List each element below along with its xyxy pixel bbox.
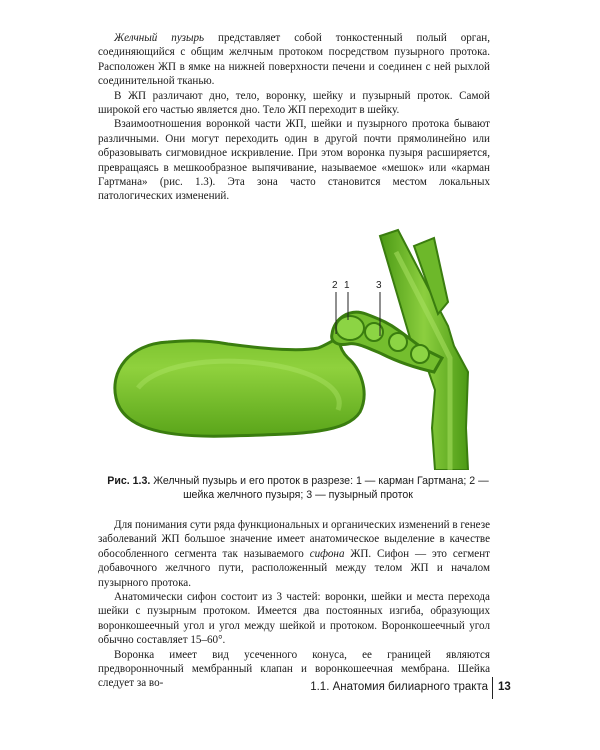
term-siphon: сифона — [309, 547, 345, 560]
paragraph-siphon — [98, 518, 490, 590]
footer-divider — [492, 677, 493, 699]
gallbladder-figure — [98, 222, 502, 470]
page-number: 13 — [498, 681, 511, 693]
hartmann-pouch — [336, 316, 364, 340]
paragraph-text: Воронка имеет вид усеченного конуса, ее границей являются предворонночный мембранный клапан и воронкошеечная мембрана. Шейка следует за во- — [98, 648, 490, 690]
paragraph-parts — [98, 89, 490, 118]
figure-caption-label: Рис. 1.3. — [107, 475, 151, 487]
paragraph-text: Взаимоотношения воронкой части ЖП, шейки и пузырного протока бывают различными. Они могут переходить один в другой почти прямолинейно или образовывать сигмовидное искривление. При этом воронка пузыря расширяется, превращаясь в мешкообразное выпячивание, называемое «мешок» или «карман Гартмана» (рис. 1.3). Эта зона часто становится местом локальных патологических изменений. — [98, 118, 490, 203]
text-block-top — [98, 31, 490, 204]
figure-label-3: 3 — [376, 280, 382, 291]
cystic-duct-fold — [389, 333, 407, 351]
paragraph-text: В ЖП различают дно, тело, воронку, шейку и пузырный проток. Самой широкой его частью является дно. Тело ЖП переходит в шейку. — [98, 89, 490, 117]
cystic-duct-fold — [411, 345, 429, 363]
paragraph-siphon-parts — [98, 590, 490, 648]
paragraph-text: ЖП. Сифон — это сегмент добавочного желчного пути, расположенный между телом ЖП и началом пузырного протока. — [98, 547, 490, 589]
paragraph-text: Анатомически сифон состоит из 3 частей: воронки, шейки и места перехода шейки с пузырным протоком. Имеется два постоянных изгиба, образующих воронкошеечный угол и угол между шейкой и протоком. Воронкошеечный угол обычно составляет 15–60°. — [98, 591, 490, 647]
figure-label-1: 1 — [344, 280, 350, 291]
term-gallbladder: Желчный пузырь — [114, 32, 205, 44]
paragraph-text: представляет собой тонкостенный полый орган, соединяющийся с общим желчным протоком посредством пузырного протока. Расположен ЖП в ямке на нижней поверхности печени и соединен с ней рыхлой соединительной тканью. — [98, 32, 490, 88]
figure-label-2: 2 — [332, 280, 338, 291]
figure-caption-text: Желчный пузырь и его проток в разрезе: 1 — карман Гартмана; 2 — шейка желчного пузыря; 3 — пузырный проток — [150, 475, 489, 501]
text-block-bottom — [98, 518, 490, 691]
paragraph-relations — [98, 117, 490, 203]
page-footer — [0, 677, 600, 699]
paragraph-text: Для понимания сути ряда функциональных и органических изменений в генезе заболеваний ЖП большое значение имеет анатомическое выделение в качестве обособленного сегмента так называемого — [98, 519, 490, 560]
running-title: 1.1. Анатомия билиарного тракта — [310, 681, 488, 693]
paragraph-gallbladder-definition — [98, 31, 490, 89]
figure-caption — [98, 475, 498, 502]
